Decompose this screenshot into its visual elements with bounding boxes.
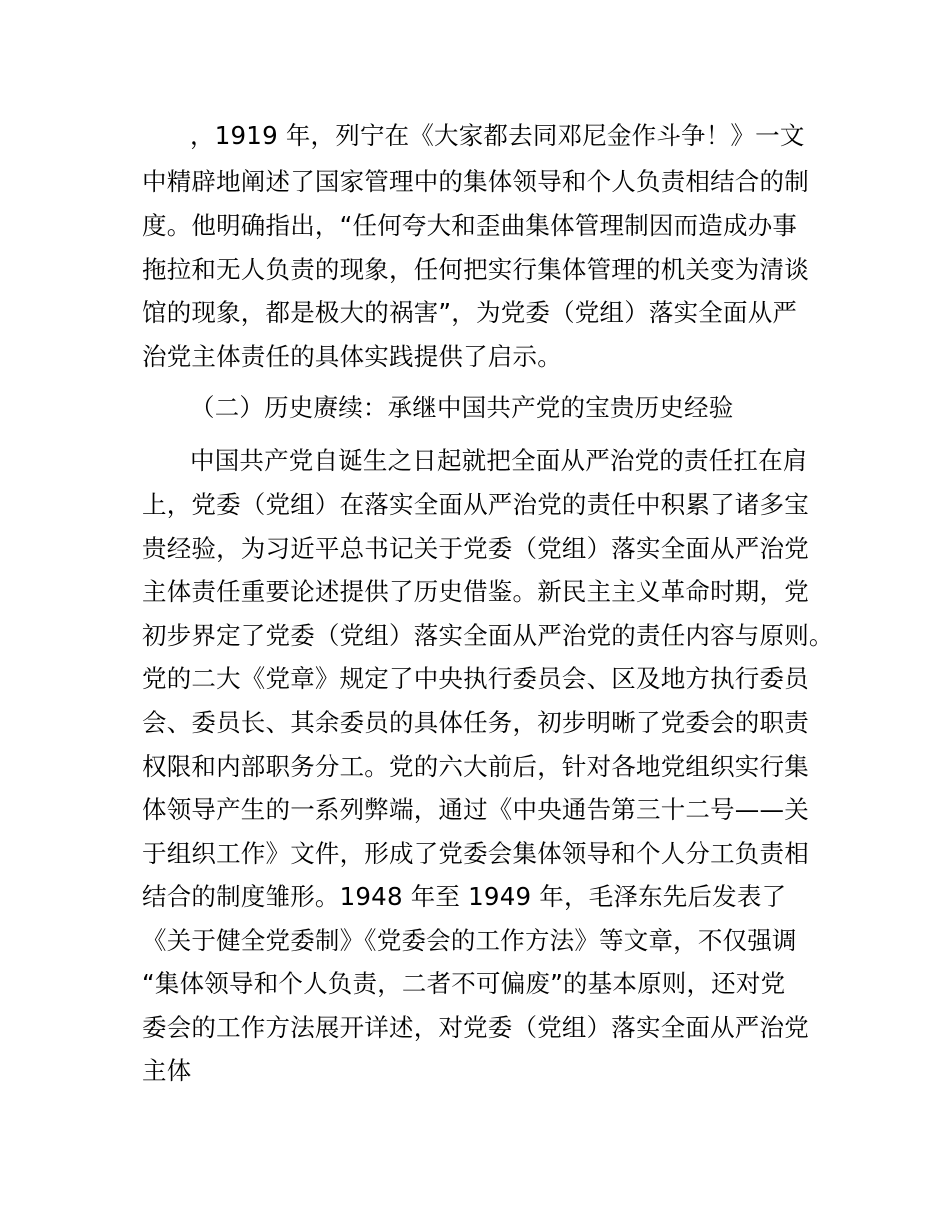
section-heading: （二）历史赓续：承继中国共产党的宝贵历史经验: [190, 393, 734, 422]
paragraph-2-line-6: 党的二大《党章》规定了中央执行委员会、区及地方执行委员: [142, 664, 809, 693]
paragraph-2-line-15: 主体: [142, 1056, 192, 1085]
paragraph-2-line-4: 主体责任重要论述提供了历史借鉴。新民主主义革命时期，党: [142, 577, 809, 606]
paragraph-2-line-7: 会、委员长、其余委员的具体任务，初步明晰了党委会的职责: [142, 708, 809, 737]
paragraph-2-line-12: 《关于健全党委制》《党委会的工作方法》等文章，不仅强调: [142, 926, 797, 955]
paragraph-2-line-11: 结合的制度雏形。1948 年至 1949 年，毛泽东先后发表了: [142, 882, 787, 911]
paragraph-1-line-6: 治党主体责任的具体实践提供了启示。: [142, 342, 562, 371]
paragraph-2-line-9: 体领导产生的一系列弊端，通过《中央通告第三十二号——关: [142, 795, 809, 824]
paragraph-1-line-3: 度。他明确指出，“任何夸大和歪曲集体管理制因而造成办事: [142, 211, 798, 240]
paragraph-1-line-4: 拖拉和无人负责的现象，任何把实行集体管理的机关变为清谈: [142, 255, 809, 284]
paragraph-2-line-2: 上，党委（党组）在落实全面从严治党的责任中积累了诸多宝: [142, 490, 809, 519]
paragraph-2-line-8: 权限和内部职务分工。党的六大前后，针对各地党组织实行集: [142, 752, 809, 781]
paragraph-1-line-2: 中精辟地阐述了国家管理中的集体领导和个人负责相结合的制: [142, 167, 809, 196]
paragraph-2-line-13: “集体领导和个人负责，二者不可偏废”的基本原则，还对党: [142, 969, 786, 998]
paragraph-1-line-5: 馆的现象，都是极大的祸害”，为党委（党组）落实全面从严: [142, 298, 798, 327]
paragraph-2-line-1: 中国共产党自诞生之日起就把全面从严治党的责任扛在肩: [190, 446, 808, 475]
paragraph-2-line-3: 贵经验，为习近平总书记关于党委（党组）落实全面从严治党: [142, 534, 809, 563]
paragraph-2-line-5: 初步界定了党委（党组）落实全面从严治党的责任内容与原则。: [142, 621, 834, 650]
paragraph-2-line-14: 委会的工作方法展开详述，对党委（党组）落实全面从严治党: [142, 1013, 809, 1042]
paragraph-1-line-1: ，1919 年，列宁在《大家都去同邓尼金作斗争！》一文: [190, 121, 805, 150]
paragraph-2-line-10: 于组织工作》文件，形成了党委会集体领导和个人分工负责相: [142, 839, 809, 868]
